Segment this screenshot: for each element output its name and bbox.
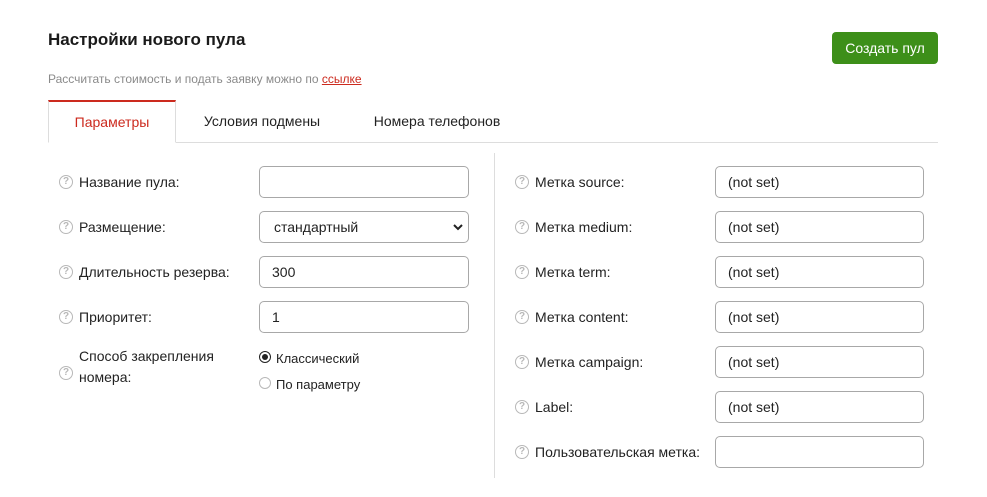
custom-input[interactable] (715, 436, 924, 468)
calculate-cost-link[interactable]: ссылке (321, 72, 362, 86)
placement-label: Размещение: (79, 219, 166, 235)
help-icon[interactable]: ? (515, 265, 529, 279)
help-icon[interactable]: ? (515, 220, 529, 234)
placement-select[interactable] (259, 211, 469, 243)
radio-by-parameter[interactable] (259, 377, 271, 389)
source-input[interactable] (715, 166, 924, 198)
label-input[interactable] (715, 391, 924, 423)
content-input[interactable] (715, 301, 924, 333)
content-label: Метка content: (535, 309, 629, 325)
help-icon[interactable]: ? (515, 355, 529, 369)
help-icon[interactable]: ? (59, 220, 73, 234)
priority-label: Приоритет: (79, 309, 152, 325)
custom-label: Пользовательская метка: (535, 444, 701, 460)
help-icon[interactable]: ? (515, 310, 529, 324)
reserve-duration-input[interactable] (259, 256, 469, 288)
medium-label: Метка medium: (535, 219, 633, 235)
binding-method-label-line2: номера: (79, 369, 132, 385)
placement-selected-value: стандартный (274, 219, 359, 235)
pool-name-input[interactable] (259, 166, 469, 198)
campaign-input[interactable] (715, 346, 924, 378)
term-label: Метка term: (535, 264, 611, 280)
tab-parameters[interactable]: Параметры (48, 100, 176, 143)
subtitle-text: Рассчитать стоимость и подать заявку можно по (48, 72, 322, 86)
medium-input[interactable] (715, 211, 924, 243)
tab-bar (48, 100, 938, 143)
radio-by-parameter-label[interactable]: По параметру (276, 377, 361, 392)
help-icon[interactable]: ? (515, 445, 529, 459)
help-icon[interactable]: ? (515, 175, 529, 189)
campaign-label: Метка campaign: (535, 354, 644, 370)
label-label: Label: (535, 399, 574, 415)
subtitle (48, 72, 362, 86)
help-icon[interactable]: ? (515, 400, 529, 414)
page-title: Настройки нового пула (48, 30, 246, 49)
radio-classic[interactable] (259, 351, 271, 363)
help-icon[interactable]: ? (59, 265, 73, 279)
help-icon[interactable]: ? (59, 175, 73, 189)
column-divider (494, 153, 495, 478)
tab-substitution-conditions[interactable]: Условия подмены (203, 113, 321, 129)
tab-phone-numbers[interactable]: Номера телефонов (373, 113, 501, 129)
reserve-duration-label: Длительность резерва: (79, 264, 230, 280)
source-label: Метка source: (535, 174, 625, 190)
binding-method-label-line1: Способ закрепления (79, 348, 214, 364)
help-icon[interactable]: ? (59, 366, 73, 380)
help-icon[interactable]: ? (59, 310, 73, 324)
create-pool-button[interactable]: Создать пул (832, 32, 938, 64)
pool-name-label: Название пула: (79, 174, 180, 190)
radio-classic-label[interactable]: Классический (276, 351, 360, 366)
priority-input[interactable] (259, 301, 469, 333)
term-input[interactable] (715, 256, 924, 288)
chevron-down-icon (452, 222, 464, 232)
